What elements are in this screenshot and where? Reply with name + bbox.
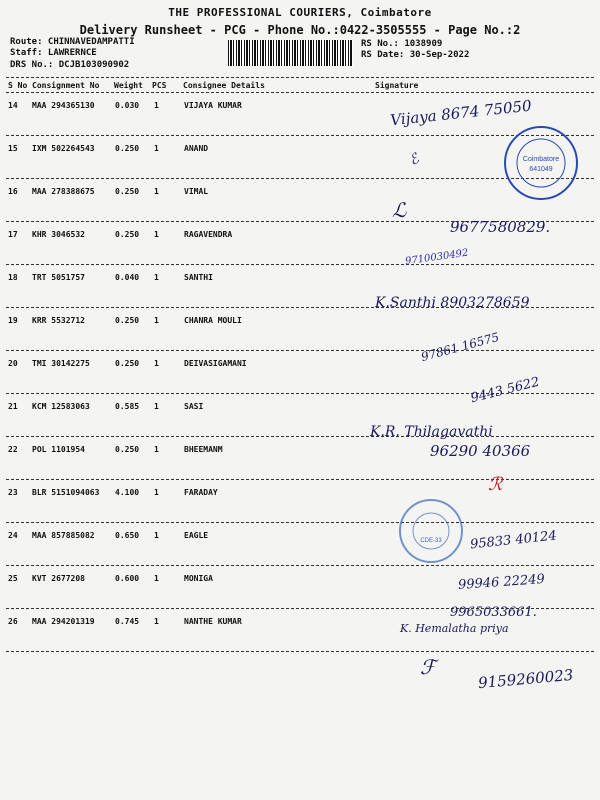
consignee-name: RAGAVENDRA [184,230,233,239]
signature-row-23: 95833 40124 [469,528,558,553]
rs-number: RS No.: 1038909 [361,39,443,49]
row-sno: 20 [8,359,18,368]
table-row [6,394,594,437]
consignee-name: SANTHI [184,273,213,282]
company-name: THE PROFESSIONAL COURIERS, Coimbatore [168,6,432,19]
staff: Staff: LAWRERNCE [10,48,97,58]
consignment-no: POL 1101954 [32,445,85,454]
signature-row-15: ℰ [406,150,422,170]
signature-row-17: 9710030492 [404,247,470,268]
row-sno: 25 [8,574,18,583]
row-sno: 15 [8,144,18,153]
drs-number: DRS No.: DCJB103090902 [10,60,130,70]
consignee-name: MONIGA [184,574,213,583]
weight: 0.600 [115,574,140,583]
row-sno: 24 [8,531,18,540]
pcs: 1 [154,101,159,110]
consignee-name: NANTHE KUMAR [184,617,242,626]
svg-text:Coimbatore: Coimbatore [522,156,560,163]
weight: 0.250 [115,316,140,325]
row-sno: 21 [8,402,18,411]
signature-row-22: ℛ [488,474,503,495]
consignment-no: IXM 502264543 [32,144,95,153]
col-pcs: PCS [152,81,167,90]
consignee-name: EAGLE [184,531,209,540]
weight: 0.585 [115,402,140,411]
signature-row-25: K. Hemalatha priya [400,622,509,635]
row-sno: 14 [8,101,18,110]
consignment-no: MAA 294201319 [32,617,95,626]
phone-row-25: 9965033661. [450,605,537,620]
consignment-no: TRT 5051757 [32,273,85,282]
consignee-name: VIMAL [184,187,209,196]
svg-text:CDE-33: CDE-33 [420,538,442,544]
weight: 0.745 [115,617,140,626]
signature-row-26-mark: ℱ [420,655,436,679]
col-sno: S No [8,81,28,90]
row-sno: 18 [8,273,18,282]
signature-row-19: 97861 16575 [419,329,501,365]
weight: 0.250 [115,445,140,454]
weight: 0.250 [115,187,140,196]
table-row [6,179,594,222]
pcs: 1 [154,402,159,411]
consignee-name: DEIVASIGAMANI [184,359,247,368]
consignment-no: TMI 30142275 [32,359,90,368]
weight: 0.030 [115,101,140,110]
barcode [228,40,353,66]
consignee-name: ANAND [184,144,209,153]
pcs: 1 [154,445,159,454]
header-rule-top [6,77,594,78]
weight: 4.100 [115,488,140,497]
pcs: 1 [154,144,159,153]
consignment-no: KCM 12583063 [32,402,90,411]
rs-date: RS Date: 30-Sep-2022 [361,50,470,60]
col-signature: Signature [375,81,419,90]
consignment-no: MAA 857885082 [32,531,95,540]
row-sno: 17 [8,230,18,239]
route: Route: CHINNAVEDAMPATTI [10,37,135,47]
pcs: 1 [154,273,159,282]
signature-row-16: 9677580829. [450,218,551,236]
consignment-no: MAA 278388675 [32,187,95,196]
signature-row-14: Vijaya 8674 75050 [389,96,533,130]
weight: 0.650 [115,531,140,540]
signature-row-20: 9443 5622 [469,374,542,407]
consignee-name: FARADAY [184,488,218,497]
runsheet-title: Delivery Runsheet - PCG - Phone No.:0422-3505555 - Page No.:2 [79,23,521,37]
signature-row-18: K.Santhi 8903278659 [375,295,530,311]
pcs: 1 [154,488,159,497]
pcs: 1 [154,531,159,540]
consignment-no: KHR 3046532 [32,230,85,239]
pcs: 1 [154,230,159,239]
signature-row-16-mark: ℒ [392,198,407,222]
row-sno: 26 [8,617,18,626]
row-divider [6,651,594,652]
col-consignment: Consignment No [32,81,100,90]
row-sno: 23 [8,488,18,497]
row-sno: 16 [8,187,18,196]
consignment-no: BLR 5151094063 [32,488,100,497]
weight: 0.250 [115,230,140,239]
row-sno: 19 [8,316,18,325]
consignment-no: KRR 5532712 [32,316,85,325]
col-consignee: Consignee Details [183,81,265,90]
weight: 0.250 [115,359,140,368]
consignee-name: CHANRA MOULI [184,316,242,325]
signature-row-24: 99946 22249 [457,571,546,594]
company-seal [502,124,580,202]
consignee-name: BHEEMANM [184,445,223,454]
weight: 0.250 [115,144,140,153]
table-row [6,308,594,351]
pcs: 1 [154,359,159,368]
round-stamp [398,498,464,564]
phone-row-21: 96290 40366 [430,442,531,460]
col-weight: Weight [114,81,143,90]
consignment-no: KVT 2677208 [32,574,85,583]
signature-row-26: 9159260023 [477,665,575,693]
svg-text:641049: 641049 [529,166,553,173]
pcs: 1 [154,316,159,325]
pcs: 1 [154,617,159,626]
table-row [6,480,594,523]
consignee-name: SASI [184,402,204,411]
pcs: 1 [154,187,159,196]
consignee-name: VIJAYA KUMAR [184,101,242,110]
pcs: 1 [154,574,159,583]
signature-row-21: K.R. Thilagavathi [370,424,493,440]
consignment-no: MAA 294365130 [32,101,95,110]
row-sno: 22 [8,445,18,454]
weight: 0.040 [115,273,140,282]
